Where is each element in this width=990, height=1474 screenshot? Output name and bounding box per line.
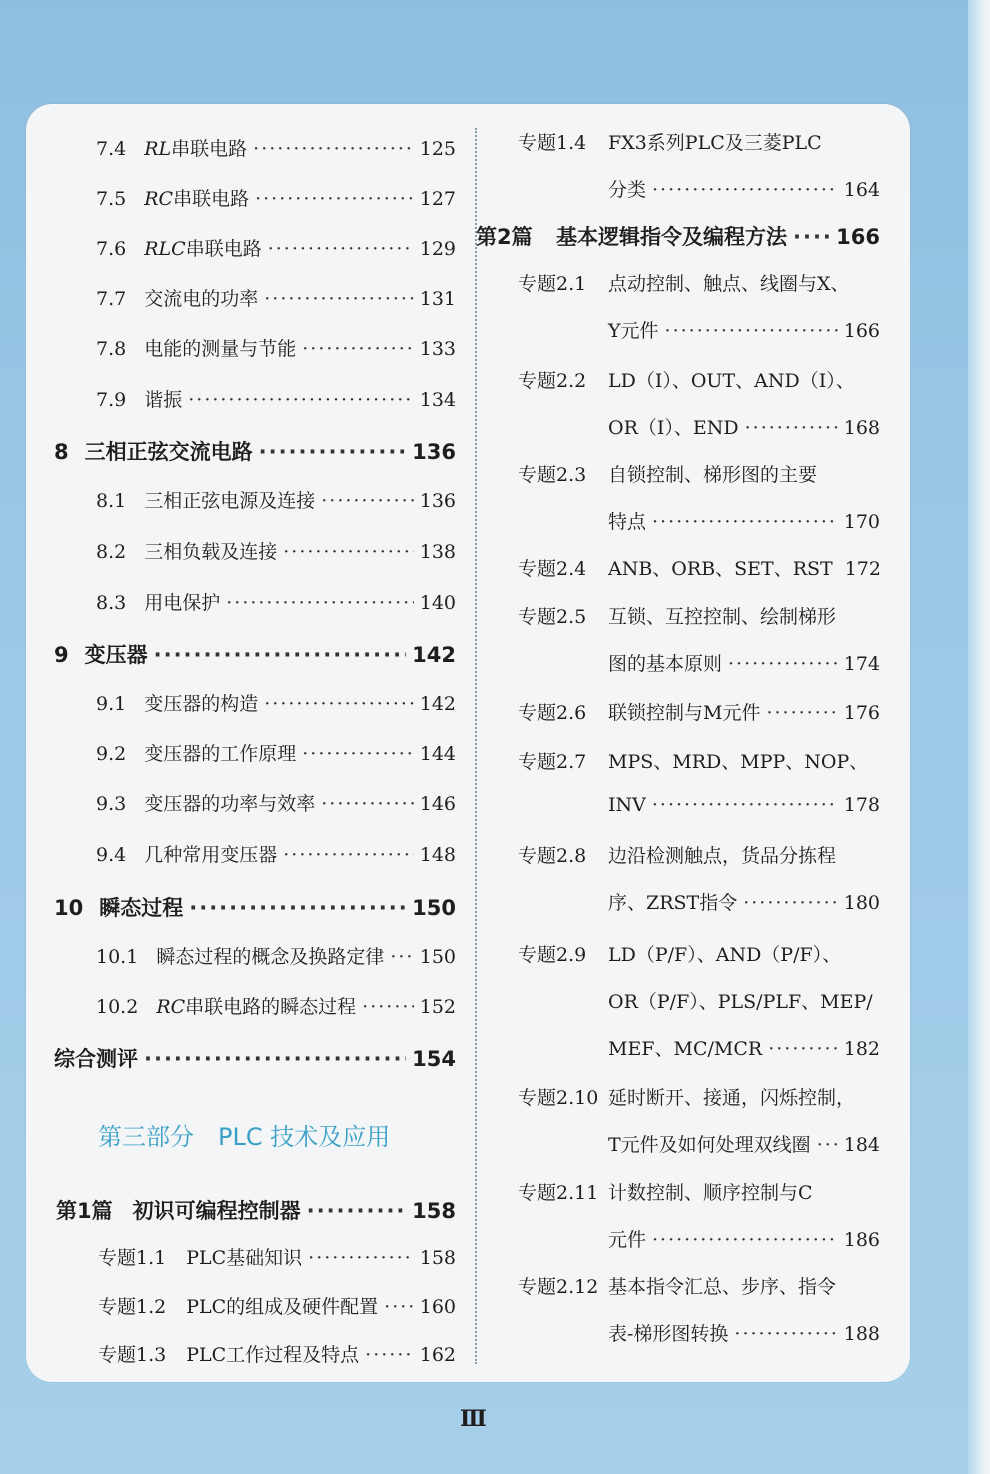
toc-entry <box>96 789 456 816</box>
dot-leader <box>264 288 414 310</box>
toc-entry-number: 8.3 <box>96 592 127 614</box>
toc-entry-label <box>54 436 253 466</box>
toc-entry-title: 元件 <box>608 1229 647 1251</box>
toc-entry-line <box>608 1319 880 1346</box>
toc-entry-label <box>96 992 356 1019</box>
toc-entry-title: PLC基础知识 <box>186 1247 303 1269</box>
toc-entry-line <box>608 175 880 202</box>
toc-entry-number: 专题2.6 <box>518 702 587 724</box>
dot-leader <box>255 188 414 210</box>
toc-entry-title: 基本指令汇总、步序、指令 <box>608 1276 837 1298</box>
dot-leader <box>766 702 837 724</box>
toc-entry-page: 152 <box>419 996 456 1018</box>
dot-leader <box>264 693 414 715</box>
toc-entry-page: 131 <box>419 288 456 310</box>
toc-entry-title: 交流电的功率 <box>144 288 259 310</box>
toc-entry-title: 延时断开、接通，闪烁控制， <box>608 1087 856 1109</box>
toc-entry-page: 129 <box>419 238 456 260</box>
toc-entry-number: 9.3 <box>96 793 127 815</box>
toc-entry-page: 158 <box>419 1247 456 1269</box>
toc-entry <box>96 537 456 564</box>
toc-entry-label <box>96 486 315 513</box>
toc-entry-label <box>96 789 315 816</box>
toc-entry-title: 变压器 <box>84 643 148 667</box>
toc-entry-page: 172 <box>844 558 881 580</box>
toc-entry-title: LD（P/F）、AND（P/F）、 <box>608 944 842 966</box>
toc-entry-page: 144 <box>419 743 456 765</box>
toc-entry-page: 168 <box>843 417 880 439</box>
page-edge <box>968 0 990 1474</box>
toc-entry-label <box>96 739 296 766</box>
dot-leader <box>652 794 838 816</box>
dot-leader <box>817 1134 838 1156</box>
dot-leader <box>745 417 838 439</box>
toc-entry-title: 串联电路 <box>185 238 262 260</box>
toc-entry-title: 边沿检测触点，货品分拣程 <box>608 845 837 867</box>
toc-entry-title: ANB、ORB、SET、RST <box>608 558 833 580</box>
toc-entry-title: 表-梯形图转换 <box>608 1323 729 1345</box>
toc-entry-line <box>608 1083 880 1110</box>
toc-entry-page: 148 <box>419 844 456 866</box>
toc-entry-title: 三相正弦交流电路 <box>84 440 253 464</box>
toc-entry-line <box>608 460 880 487</box>
toc-entry-number: 10.1 <box>96 946 139 968</box>
toc-entry-line <box>608 987 880 1014</box>
toc-entry-label <box>56 1195 301 1225</box>
toc-entry-title: 分类 <box>608 179 647 201</box>
toc-entry-number: 9.1 <box>96 693 127 715</box>
toc-entry-number: 7.7 <box>96 288 127 310</box>
dot-leader <box>308 1247 414 1269</box>
toc-entry-number: 7.5 <box>96 188 127 210</box>
dot-leader <box>302 743 414 765</box>
dot-leader <box>253 138 414 160</box>
dot-leader <box>283 541 414 563</box>
toc-entry <box>96 588 456 615</box>
toc-entry-title: 用电保护 <box>144 592 221 614</box>
toc-entry-page: 180 <box>843 892 880 914</box>
toc-entry-line <box>608 1272 880 1299</box>
toc-entry <box>96 840 456 867</box>
toc-entry-page: 188 <box>843 1323 880 1345</box>
toc-entry-italic: RC <box>144 188 174 210</box>
toc-entry-title: OR（P/F）、PLS/PLF、MEP/ <box>608 991 873 1013</box>
toc-entry-label <box>96 184 249 211</box>
dot-leader <box>768 1038 838 1060</box>
toc-entry-title: 互锁、互控控制、绘制梯形 <box>608 606 837 628</box>
dot-leader <box>188 389 414 411</box>
toc-entry-number: 8.1 <box>96 490 127 512</box>
toc-entry-line <box>608 747 880 774</box>
toc-entry-label <box>96 385 182 412</box>
toc-entry-page: 136 <box>412 440 456 464</box>
toc-entry-number: 9.2 <box>96 743 127 765</box>
toc-entry-number: 10.2 <box>96 996 139 1018</box>
toc-entry-title: 几种常用变压器 <box>144 844 278 866</box>
toc-entry-title: 图的基本原则 <box>608 653 723 675</box>
toc-entry <box>56 1195 456 1225</box>
dot-leader <box>259 440 407 464</box>
dot-leader <box>665 320 838 342</box>
dot-leader <box>390 946 413 968</box>
toc-entry-page: 186 <box>843 1229 880 1251</box>
toc-entry <box>98 1292 456 1319</box>
toc-entry-number: 7.4 <box>96 138 127 160</box>
toc-entry-page: 170 <box>843 511 880 533</box>
dot-leader <box>652 1229 838 1251</box>
toc-entry-title: LD（I）、OUT、AND（I）、 <box>608 370 855 392</box>
toc-entry <box>96 486 456 513</box>
dot-leader <box>154 643 407 667</box>
dot-leader <box>321 793 414 815</box>
toc-entry <box>98 1340 456 1367</box>
toc-entry <box>96 184 456 211</box>
toc-entry-line <box>608 888 880 915</box>
toc-entry-line <box>608 1178 880 1205</box>
dot-leader <box>743 892 838 914</box>
toc-entry-label <box>54 1043 138 1073</box>
toc-entry-title: 联锁控制与M元件 <box>608 702 761 724</box>
toc-entry-italic: RLC <box>144 238 186 260</box>
toc-entry-number: 专题1.1 <box>98 1247 167 1269</box>
toc-entry-page: 176 <box>843 702 880 724</box>
toc-entry-page: 160 <box>419 1296 456 1318</box>
toc-entry <box>54 436 456 466</box>
toc-entry-title: 基本逻辑指令及编程方法 <box>556 225 787 249</box>
toc-entry-line <box>608 128 880 155</box>
toc-entry-page: 138 <box>419 541 456 563</box>
toc-entry-label <box>96 537 277 564</box>
toc-entry-number: 专题1.4 <box>518 132 587 154</box>
toc-entry-number: 专题2.10 <box>518 1087 599 1109</box>
toc-entry <box>96 334 456 361</box>
toc-entry-page: 142 <box>419 693 456 715</box>
toc-entry-line <box>556 221 880 251</box>
dot-leader <box>321 490 414 512</box>
toc-entry <box>96 739 456 766</box>
dot-leader <box>384 1296 414 1318</box>
toc-entry-number: 专题2.7 <box>518 751 587 773</box>
toc-entry-title: 变压器的功率与效率 <box>144 793 316 815</box>
toc-entry-italic: RC <box>156 996 186 1018</box>
toc-entry-number: 专题2.5 <box>518 606 587 628</box>
toc-entry-line <box>608 507 880 534</box>
toc-entry-page: 164 <box>843 179 880 201</box>
toc-entry-title: 谐振 <box>144 389 183 411</box>
toc-entry-italic: RL <box>144 138 172 160</box>
dot-leader <box>283 844 414 866</box>
toc-entry-number: 专题2.11 <box>518 1182 599 1204</box>
toc-entry-number: 8.2 <box>96 541 127 563</box>
toc-entry-number: 第2篇 <box>476 225 533 249</box>
toc-entry <box>54 1043 456 1073</box>
toc-entry-page: 184 <box>843 1134 880 1156</box>
toc-entry-title: PLC工作过程及特点 <box>186 1344 360 1366</box>
dot-leader <box>226 592 414 614</box>
toc-entry-label <box>96 234 262 261</box>
toc-entry-line <box>608 1034 880 1061</box>
toc-entry-label <box>96 588 220 615</box>
toc-entry-line <box>608 554 880 581</box>
part-title: 第三部分 PLC 技术及应用 <box>98 1123 391 1151</box>
toc-entry-number: 专题2.4 <box>518 558 587 580</box>
toc-entry-number: 专题1.2 <box>98 1296 167 1318</box>
toc-entry-page: 166 <box>843 320 880 342</box>
toc-entry-number: 专题2.8 <box>518 845 587 867</box>
toc-entry-title: INV <box>608 794 646 816</box>
toc-entry-label <box>96 942 384 969</box>
toc-entry-title: T元件及如何处理双线圈 <box>608 1134 811 1156</box>
toc-entry-page: 146 <box>419 793 456 815</box>
toc-entry-number: 专题2.3 <box>518 464 587 486</box>
toc-entry-number: 7.9 <box>96 389 127 411</box>
toc-entry-number: 10 <box>54 896 84 920</box>
toc-entry-line <box>608 698 880 725</box>
dot-leader <box>144 1047 406 1071</box>
toc-entry-number: 第1篇 <box>56 1199 113 1223</box>
toc-entry-line <box>608 366 880 393</box>
toc-entry-line <box>608 649 880 676</box>
toc-entry-title: 瞬态过程 <box>99 896 184 920</box>
toc-entry-title: MPS、MRD、MPP、NOP、 <box>608 751 869 773</box>
toc-entry-page: 127 <box>419 188 456 210</box>
toc-entry-number: 8 <box>54 440 69 464</box>
dot-leader <box>189 896 406 920</box>
toc-entry-title: 变压器的构造 <box>144 693 259 715</box>
dot-leader <box>652 511 838 533</box>
toc-entry-title: 综合测评 <box>54 1047 138 1071</box>
toc-entry-title: 自锁控制、梯形图的主要 <box>608 464 818 486</box>
toc-entry-label <box>96 689 258 716</box>
toc-entry-page: 166 <box>836 225 880 249</box>
toc-entry-label <box>54 892 183 922</box>
toc-entry-page: 133 <box>419 338 456 360</box>
toc-entry <box>96 992 456 1019</box>
toc-entry-number: 7.6 <box>96 238 127 260</box>
toc-entry <box>96 134 456 161</box>
toc-entry-line <box>608 413 880 440</box>
toc-entry-number: 9.4 <box>96 844 127 866</box>
toc-entry-number: 9 <box>54 643 69 667</box>
toc-entry-number: 7.8 <box>96 338 127 360</box>
toc-entry-page: 136 <box>419 490 456 512</box>
toc-entry-title: 变压器的工作原理 <box>144 743 297 765</box>
toc-entry-number: 专题2.9 <box>518 944 587 966</box>
toc-entry-title: 计数控制、顺序控制与C <box>608 1182 813 1204</box>
toc-entry-label <box>96 334 296 361</box>
toc-entry-line <box>608 794 880 816</box>
toc-entry <box>54 639 456 669</box>
toc-entry-page: 150 <box>412 896 456 920</box>
toc-entry-line <box>608 841 880 868</box>
toc-entry-title: FX3系列PLC及三菱PLC <box>608 132 822 154</box>
toc-entry-line <box>608 602 880 629</box>
toc-entry-number: 专题2.1 <box>518 273 587 295</box>
dot-leader <box>734 1323 837 1345</box>
toc-entry-line <box>608 269 880 296</box>
dot-leader <box>652 179 838 201</box>
toc-entry-title: 串联电路的瞬态过程 <box>185 996 357 1018</box>
toc-entry-number: 专题1.3 <box>98 1344 167 1366</box>
dot-leader <box>302 338 414 360</box>
dot-leader <box>365 1344 414 1366</box>
toc-entry-title: 序、ZRST指令 <box>608 892 738 914</box>
toc-entry-label <box>54 639 148 669</box>
dot-leader <box>307 1199 407 1223</box>
toc-entry-line <box>608 940 880 967</box>
toc-entry-title: 瞬态过程的概念及换路定律 <box>156 946 385 968</box>
toc-entry <box>96 942 456 969</box>
toc-entry-line <box>608 316 880 343</box>
toc-entry-title: 串联电路 <box>171 138 248 160</box>
toc-entry-title: 三相正弦电源及连接 <box>144 490 316 512</box>
toc-entry-page: 140 <box>419 592 456 614</box>
toc-entry-title: Y元件 <box>608 320 659 342</box>
toc-entry-label <box>98 1243 302 1270</box>
toc-entry-title: 点动控制、触点、线圈与X、 <box>608 273 850 295</box>
dot-leader <box>793 225 830 249</box>
toc-entry <box>96 385 456 412</box>
toc-entry-title: 三相负载及连接 <box>144 541 278 563</box>
toc-entry <box>96 689 456 716</box>
toc-entry-label <box>96 134 247 161</box>
toc-entry-page: 162 <box>419 1344 456 1366</box>
toc-entry-page: 150 <box>419 946 456 968</box>
toc-entry-page: 158 <box>412 1199 456 1223</box>
toc-entry <box>96 284 456 311</box>
toc-entry-label <box>98 1292 378 1319</box>
dot-leader <box>728 653 838 675</box>
toc-entry-page: 178 <box>843 794 880 816</box>
toc-entry-title: 特点 <box>608 511 647 533</box>
toc-entry-page: 125 <box>419 138 456 160</box>
toc-entry <box>54 892 456 922</box>
toc-entry-page: 142 <box>412 643 456 667</box>
toc-entry-page: 154 <box>412 1047 456 1071</box>
toc-entry-label <box>96 840 277 867</box>
toc-entry-number: 专题2.2 <box>518 370 587 392</box>
column-divider <box>475 128 477 1364</box>
toc-entry-line <box>608 1130 880 1157</box>
toc-entry-title: 电能的测量与节能 <box>144 338 297 360</box>
toc-entry-number: 专题2.12 <box>518 1276 599 1298</box>
toc-entry-title: OR（I）、END <box>608 417 739 439</box>
toc-entry-label <box>96 284 258 311</box>
toc-entry-title: MEF、MC/MCR <box>608 1038 763 1060</box>
dot-leader <box>362 996 414 1018</box>
toc-entry-label <box>98 1340 359 1367</box>
page-number: Ⅲ <box>460 1406 487 1432</box>
toc-entry-title: 初识可编程控制器 <box>132 1199 301 1223</box>
toc-entry-page: 182 <box>843 1038 880 1060</box>
toc-entry-title: 串联电路 <box>173 188 250 210</box>
toc-entry-title: PLC的组成及硬件配置 <box>186 1296 379 1318</box>
toc-entry-page: 134 <box>419 389 456 411</box>
dot-leader <box>268 238 414 260</box>
toc-entry-page: 174 <box>843 653 880 675</box>
toc-entry-line <box>608 1225 880 1252</box>
toc-entry <box>98 1243 456 1270</box>
toc-entry <box>96 234 456 261</box>
